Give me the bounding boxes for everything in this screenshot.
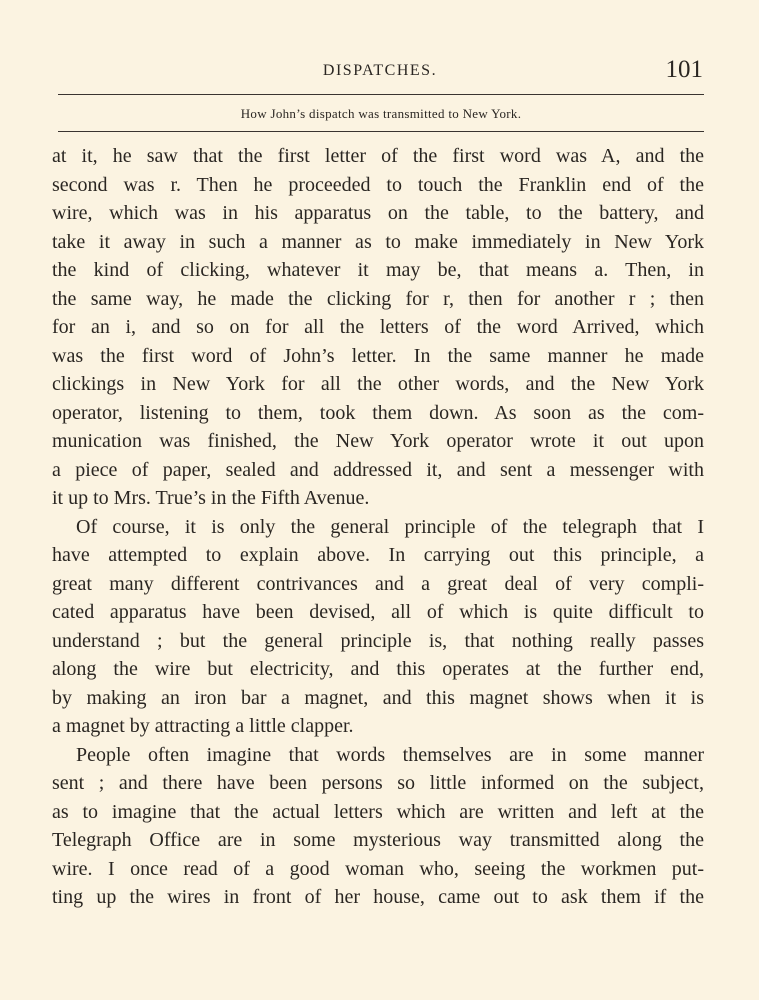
page-number: 101: [665, 56, 703, 83]
text-line: the same way, he made the clicking for r, then for another r ; then: [52, 287, 704, 310]
caption-rule-bottom: [58, 131, 704, 132]
text-line: munication was finished, the New York operator wrote it out upon: [52, 430, 704, 452]
body-text: [52, 142, 704, 912]
text-line: sent ; and there have been persons so little informed on the subject,: [52, 772, 704, 794]
text-line: it up to Mrs. True’s in the Fifth Avenue.: [52, 487, 370, 509]
text-line: as to imagine that the actual letters which are written and left at the: [52, 800, 704, 823]
text-line: clickings in New York for all the other words, and the New York: [52, 373, 704, 395]
running-head: [55, 56, 705, 86]
text-line: a piece of paper, sealed and addressed it, and sent a messenger with: [52, 458, 704, 481]
text-line: understand ; but the general principle is, that nothing really passes: [52, 629, 704, 652]
chapter-title: DISPATCHES.: [322, 62, 438, 79]
text-line: by making an iron bar a magnet, and this magnet shows when it is: [52, 686, 704, 709]
text-line: for an i, and so on for all the letters of the word Arrived, which: [52, 316, 704, 338]
text-line: People often imagine that words themselves are in some manner: [76, 743, 704, 766]
text-line: wire, which was in his apparatus on the table, to the battery, and: [52, 202, 704, 224]
text-line: cated apparatus have been devised, all of which is quite difficult to: [52, 601, 704, 623]
text-line: wire. I once read of a good woman who, seeing the workmen put-: [52, 857, 704, 880]
text-line: take it away in such a manner as to make immediately in New York: [52, 230, 704, 253]
text-line: ting up the wires in front of her house, came out to ask them if the: [52, 886, 704, 908]
text-line: operator, listening to them, took them down. As soon as the com-: [52, 401, 704, 424]
text-line: was the first word of John’s letter. In the same manner he made: [52, 344, 704, 367]
illustration-caption: How John’s dispatch was transmitted to New York.: [240, 106, 522, 121]
text-line: the kind of clicking, whatever it may be, that means a. Then, in: [52, 259, 704, 281]
text-line: second was r. Then he proceeded to touch the Franklin end of the: [52, 173, 704, 196]
text-line: a magnet by attracting a little clapper.: [52, 715, 354, 737]
text-line: Telegraph Office are in some mysterious way transmitted along the: [52, 829, 704, 851]
text-line: at it, he saw that the first letter of the first word was A, and the: [52, 145, 704, 167]
caption-rule-top: [58, 94, 704, 95]
text-line: along the wire but electricity, and this operates at the further end,: [52, 658, 704, 680]
text-line: Of course, it is only the general principle of the telegraph that I: [76, 515, 704, 538]
text-line: have attempted to explain above. In carrying out this principle, a: [52, 544, 704, 566]
text-line: great many different contrivances and a great deal of very compli-: [52, 572, 704, 595]
